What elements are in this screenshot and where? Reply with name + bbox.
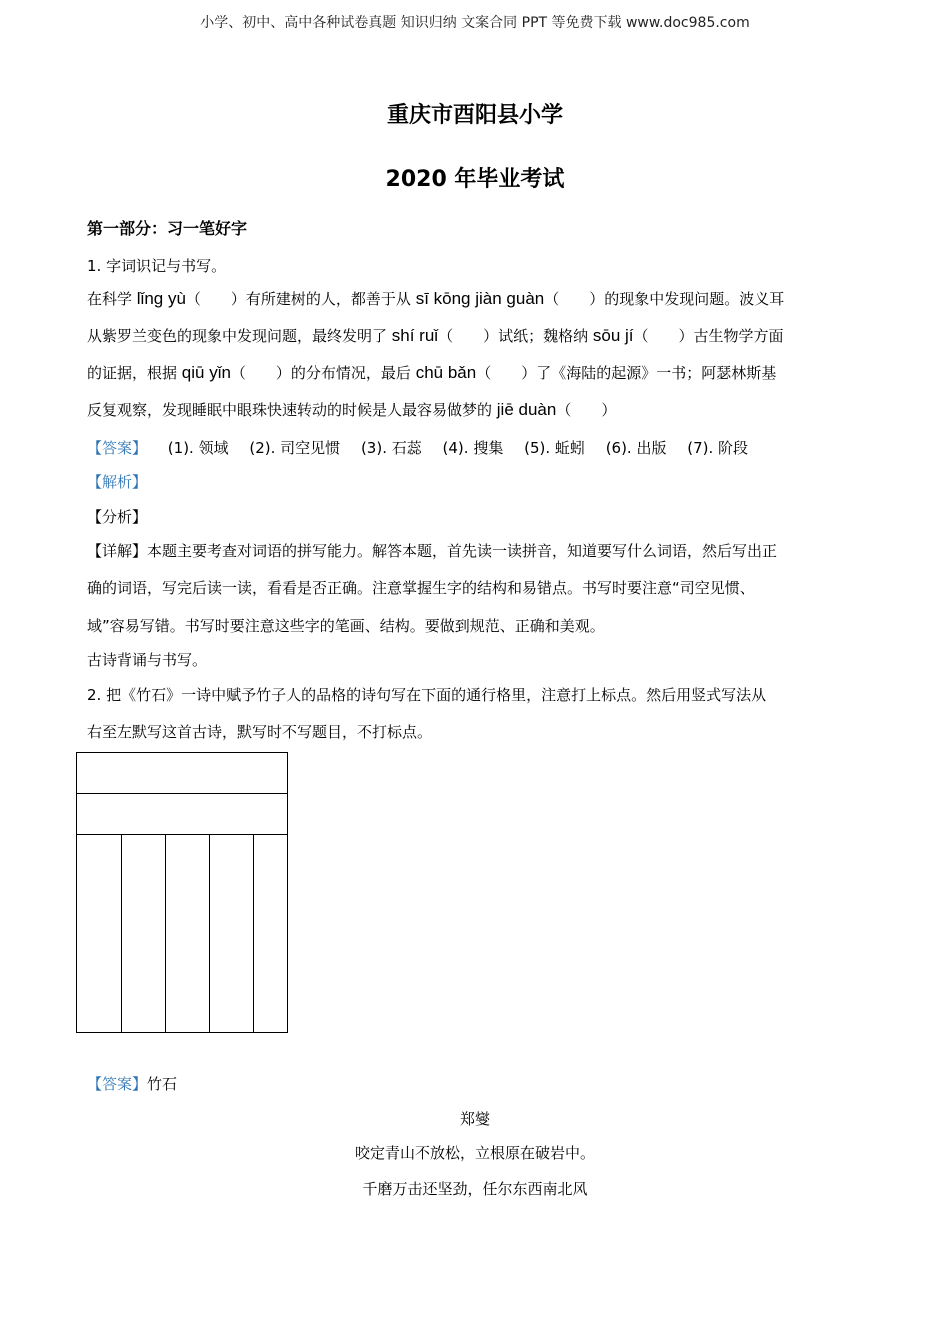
poem-author: 郑燮 xyxy=(459,1110,490,1128)
section-heading: 第一部分：习一笔好字 xyxy=(87,219,248,238)
poem-line: 千磨万击还坚劲，任尔东西南北风 xyxy=(362,1180,588,1198)
question-1-line: 的证据，根据 qiū yǐn（ ）的分布情况，最后 chū bǎn（ ）了《海陆的起源》一书；阿瑟林斯基 xyxy=(87,363,777,382)
detail-text: 【详解】本题主要考查对词语的拼写能力。解答本题，首先读一读拼音，知道要写什么词语，然后写出正 xyxy=(87,542,778,560)
answer-tag: 【答案】 xyxy=(87,1075,148,1093)
question-2-text: 2. 把《竹石》一诗中赋予竹子人的品格的诗句写在下面的通行格里，注意打上标点。然后用竖式写法从 xyxy=(87,686,767,704)
question-1-line: 从紫罗兰变色的现象中发现问题，最终发明了 shí ruǐ（ ）试纸；魏格纳 sōu jí（ ）古生物学方面 xyxy=(87,326,784,345)
page-header: 小学、初中、高中各种试卷真题 知识归纳 文案合同 PPT 等免费下载 www.doc985.com xyxy=(200,15,750,31)
question-2-text: 右至左默写这首古诗，默写时不写题目，不打标点。 xyxy=(87,723,433,741)
detail-text: 确的词语，写完后读一读，看看是否正确。注意掌握生字的结构和易错点。书写时要注意“司空见惯、 xyxy=(87,579,755,597)
analysis-tag: 【解析】 xyxy=(87,473,148,491)
writing-grid xyxy=(76,752,288,1033)
answer-row: 【答案】 (1). 领域 (2). 司空见惯 (3). 石蕊 (4). 搜集 (5). 蚯蚓 (6). 出版 (7). 阶段 xyxy=(87,439,749,457)
poem-answer xyxy=(87,1073,877,1094)
poem-line: 咬定青山不放松，立根原在破岩中。 xyxy=(354,1144,595,1162)
question-1-label: 1. 字词识记与书写。 xyxy=(87,257,227,275)
detail-text: 域”容易写错。书写时要注意这些字的笔画、结构。要做到规范、正确和美观。 xyxy=(87,617,605,635)
poem-title: 竹石 xyxy=(147,1075,178,1093)
page-subtitle: 2020 年毕业考试 xyxy=(385,167,565,192)
grid-line xyxy=(121,835,122,1032)
grid-line xyxy=(253,835,254,1032)
section-2-heading: 古诗背诵与书写。 xyxy=(87,651,208,669)
grid-line xyxy=(209,835,210,1032)
answer-tag: 【答案】 xyxy=(87,439,148,457)
question-1-line: 反复观察，发现睡眠中眼珠快速转动的时候是人最容易做梦的 jiē duàn（ ） xyxy=(87,400,617,419)
grid-line xyxy=(165,835,166,1032)
page-title: 重庆市酉阳县小学 xyxy=(386,103,563,128)
question-1-line: 在科学 lǐng yù（ ）有所建树的人，都善于从 sī kōng jiàn guàn（ ）的现象中发现问题。波义耳 xyxy=(87,289,785,308)
grid-line xyxy=(77,793,287,794)
fenxi-tag: 【分析】 xyxy=(87,508,148,526)
grid-line xyxy=(77,834,287,835)
